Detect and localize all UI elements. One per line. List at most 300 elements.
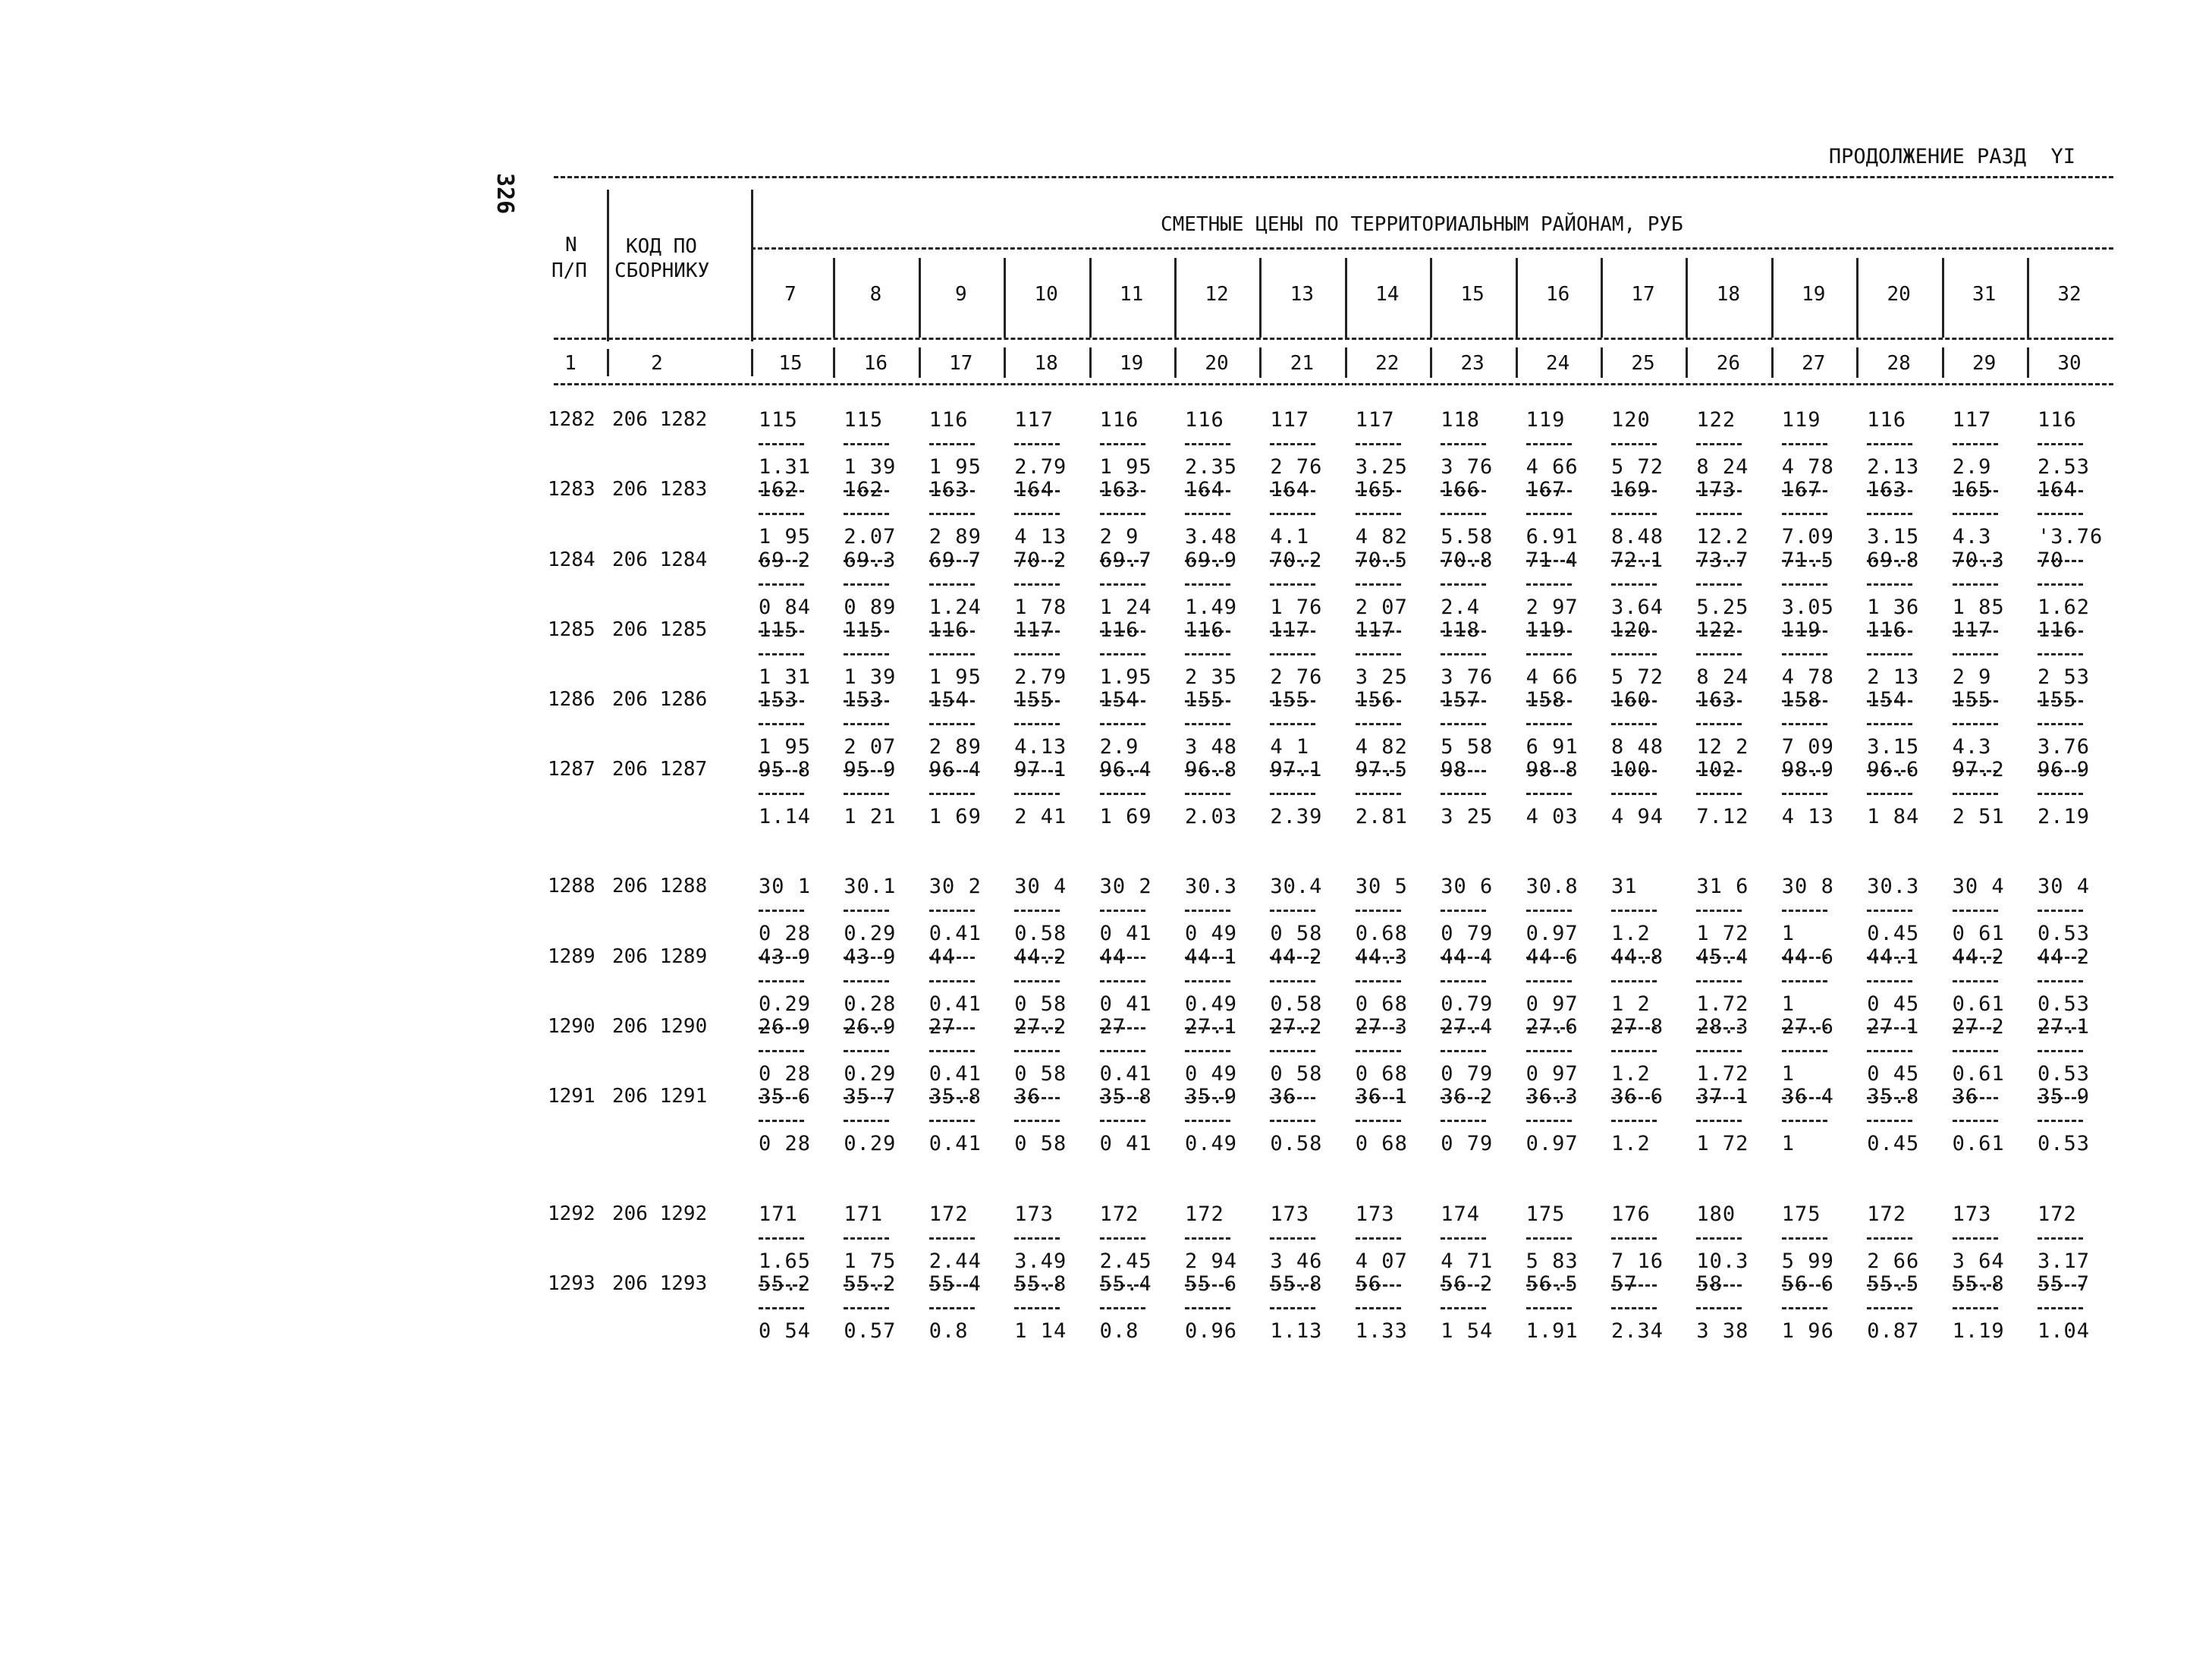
- region-number: 19: [1802, 283, 1826, 306]
- price-cell: 3 64: [1952, 1249, 2005, 1273]
- fraction-dash: [1356, 723, 1401, 725]
- fraction-dash: [1526, 653, 1572, 655]
- fraction-dash: [2038, 583, 2083, 586]
- price-cell: 0.41: [928, 1062, 982, 1086]
- fraction-dash: [1014, 723, 1060, 725]
- price-cell: 1 96: [1781, 1319, 1834, 1343]
- price-cell: 0.29: [844, 922, 897, 945]
- price-cell: 169: [1611, 478, 1651, 501]
- price-cell: 163: [1867, 478, 1906, 501]
- fraction-dash: [1526, 910, 1572, 912]
- price-cell: 157: [1441, 688, 1480, 712]
- price-cell: 1 72: [1696, 1132, 1749, 1155]
- fraction-dash: [1014, 1050, 1060, 1052]
- price-cell: 119: [1525, 408, 1566, 432]
- column-number: 29: [1972, 352, 1997, 375]
- price-cell: 72.1: [1611, 548, 1664, 572]
- fraction-dash: [2038, 793, 2083, 795]
- price-cell: 2.03: [1185, 805, 1238, 828]
- fraction-dash: [759, 910, 804, 912]
- price-cell: 97.2: [1952, 758, 2005, 781]
- price-cell: 28.3: [1696, 1015, 1749, 1039]
- price-cell: 176: [1611, 1202, 1651, 1226]
- price-cell: 122: [1696, 408, 1736, 432]
- price-cell: 164: [2038, 478, 2077, 501]
- price-cell: 158: [1525, 688, 1566, 712]
- price-cell: 163: [928, 478, 969, 501]
- fraction-dash: [1782, 653, 1827, 655]
- fraction-dash: [1696, 1120, 1742, 1122]
- region-number: 9: [954, 283, 967, 306]
- fraction-dash: [929, 513, 975, 515]
- fraction-dash: [1611, 1237, 1657, 1240]
- price-cell: 30 5: [1355, 875, 1408, 898]
- fraction-dash: [1185, 443, 1230, 445]
- price-cell: 173: [1355, 1202, 1395, 1226]
- price-cell: 96.8: [1185, 758, 1238, 781]
- region-divider: [1174, 258, 1177, 338]
- price-cell: 5 72: [1611, 665, 1664, 689]
- fraction-dash: [1696, 653, 1742, 655]
- price-cell: 26.9: [844, 1015, 897, 1039]
- header-divider: [607, 190, 609, 341]
- price-cell: 96 9: [2038, 758, 2091, 781]
- price-cell: 55.8: [1952, 1272, 2005, 1296]
- price-cell: 55.2: [844, 1272, 897, 1296]
- price-cell: 3.64: [1611, 596, 1664, 619]
- fraction-dash: [1185, 1307, 1230, 1309]
- price-cell: 2 9: [1099, 525, 1139, 548]
- price-cell: 44.2: [1014, 945, 1067, 969]
- price-cell: 36: [1014, 1085, 1041, 1108]
- price-cell: 70.5: [1355, 548, 1408, 572]
- price-cell: 0 84: [759, 596, 812, 619]
- price-cell: 4.13: [1014, 735, 1067, 759]
- fraction-dash: [1356, 1307, 1401, 1309]
- price-cell: 167: [1525, 478, 1566, 501]
- price-cell: 1 36: [1867, 596, 1920, 619]
- price-cell: 27.6: [1525, 1015, 1579, 1039]
- price-cell: 1 85: [1952, 596, 2005, 619]
- price-cell: 155: [1270, 688, 1310, 712]
- fraction-dash: [1953, 1120, 1998, 1122]
- price-cell: 37 1: [1696, 1085, 1749, 1108]
- price-cell: 1.49: [1185, 596, 1238, 619]
- price-cell: 163: [1696, 688, 1736, 712]
- price-cell: 116: [928, 618, 969, 642]
- fraction-dash: [1782, 1237, 1827, 1240]
- price-cell: 3 76: [1441, 665, 1494, 689]
- price-cell: 71.5: [1781, 548, 1834, 572]
- header-divider: [751, 190, 753, 341]
- region-divider: [1089, 258, 1092, 338]
- fraction-dash: [1014, 980, 1060, 982]
- row-code: 206 1285: [612, 618, 708, 641]
- fraction-dash: [1526, 723, 1572, 725]
- price-cell: 120: [1611, 408, 1651, 432]
- price-cell: 10.3: [1696, 1249, 1749, 1273]
- price-cell: 1 72: [1696, 922, 1749, 945]
- region-divider: [1601, 347, 1603, 378]
- price-cell: 0 58: [1270, 922, 1323, 945]
- price-cell: 0.61: [1952, 992, 2005, 1016]
- fraction-dash: [1014, 513, 1060, 515]
- price-cell: 0.57: [844, 1319, 897, 1343]
- fraction-dash: [1953, 1237, 1998, 1240]
- price-cell: 3.49: [1014, 1249, 1067, 1273]
- fraction-dash: [1696, 1307, 1742, 1309]
- price-cell: 36 4: [1781, 1085, 1834, 1108]
- region-divider: [2027, 258, 2029, 338]
- row-code: 206 1288: [612, 875, 708, 897]
- fraction-dash: [1782, 583, 1827, 586]
- price-cell: 96.6: [1867, 758, 1920, 781]
- region-divider: [1942, 258, 1944, 338]
- fraction-dash: [1441, 793, 1486, 795]
- fraction-dash: [2038, 1050, 2083, 1052]
- price-cell: 3.05: [1781, 596, 1834, 619]
- fraction-dash: [1014, 583, 1060, 586]
- fraction-dash: [1270, 1050, 1315, 1052]
- price-cell: 2 53: [2038, 665, 2091, 689]
- price-cell: 0.29: [759, 992, 812, 1016]
- price-cell: 0.87: [1867, 1319, 1920, 1343]
- top-rule: [554, 176, 2113, 178]
- fraction-dash: [1270, 443, 1315, 445]
- price-cell: 119: [1781, 618, 1821, 642]
- row-number: 1286: [548, 688, 595, 711]
- price-cell: 1.19: [1952, 1319, 2005, 1343]
- fraction-dash: [1867, 513, 1912, 515]
- price-cell: 7 16: [1611, 1249, 1664, 1273]
- fraction-dash: [1185, 980, 1230, 982]
- price-cell: 1 69: [928, 805, 982, 828]
- fraction-dash: [1356, 1120, 1401, 1122]
- price-cell: 1 54: [1441, 1319, 1494, 1343]
- price-cell: 2 97: [1525, 596, 1579, 619]
- row-code: 206 1289: [612, 945, 708, 968]
- price-cell: 27.1: [1185, 1015, 1238, 1039]
- region-divider: [1174, 347, 1177, 378]
- fraction-dash: [759, 1050, 804, 1052]
- column-number: 28: [1887, 352, 1911, 375]
- row-code: 206 1283: [612, 478, 708, 501]
- fraction-dash: [1185, 653, 1230, 655]
- price-cell: 5 99: [1781, 1249, 1834, 1273]
- price-cell: 69.8: [1867, 548, 1920, 572]
- fraction-dash: [1953, 980, 1998, 982]
- price-cell: 3 25: [1355, 665, 1408, 689]
- price-cell: 8.48: [1611, 525, 1664, 548]
- price-cell: 8 48: [1611, 735, 1664, 759]
- price-cell: 30.4: [1270, 875, 1323, 898]
- fraction-dash: [1611, 1050, 1657, 1052]
- price-cell: 155: [1014, 688, 1054, 712]
- price-cell: 2.79: [1014, 455, 1067, 479]
- price-cell: 4 07: [1355, 1249, 1408, 1273]
- price-cell: 4.1: [1270, 525, 1310, 548]
- price-cell: 0 58: [1014, 1062, 1067, 1086]
- column-number: 16: [863, 352, 888, 375]
- price-cell: 2.45: [1099, 1249, 1152, 1273]
- fraction-dash: [1014, 1307, 1060, 1309]
- price-cell: 1 39: [844, 665, 897, 689]
- fraction-dash: [1270, 793, 1315, 795]
- price-cell: 4.3: [1952, 525, 1992, 548]
- price-cell: 1.62: [2038, 596, 2091, 619]
- price-cell: 43 9: [759, 945, 812, 969]
- fraction-dash: [1696, 583, 1742, 586]
- n-label-pp: П/П: [551, 259, 587, 282]
- fraction-dash: [1867, 1307, 1912, 1309]
- price-cell: 1 78: [1014, 596, 1067, 619]
- price-cell: 2.81: [1355, 805, 1408, 828]
- price-cell: 3 25: [1441, 805, 1494, 828]
- price-cell: 1.04: [2038, 1319, 2091, 1343]
- column-number: 1: [564, 352, 577, 375]
- region-number: 14: [1375, 283, 1400, 306]
- price-cell: 5.58: [1441, 525, 1494, 548]
- price-cell: 95 8: [759, 758, 812, 781]
- fraction-dash: [844, 980, 889, 982]
- price-cell: 0 89: [844, 596, 897, 619]
- fraction-dash: [929, 1307, 975, 1309]
- price-cell: 44.3: [1355, 945, 1408, 969]
- price-cell: 12.2: [1696, 525, 1749, 548]
- fraction-dash: [1953, 653, 1998, 655]
- price-cell: 36: [1952, 1085, 1979, 1108]
- fraction-dash: [2038, 1307, 2083, 1309]
- price-cell: 0.97: [1525, 1132, 1579, 1155]
- fraction-dash: [1696, 443, 1742, 445]
- price-cell: 0 79: [1441, 1062, 1494, 1086]
- price-cell: 3.15: [1867, 735, 1920, 759]
- price-cell: 0.53: [2038, 922, 2091, 945]
- price-cell: 1: [1781, 992, 1796, 1016]
- price-cell: 0.45: [1867, 922, 1920, 945]
- fraction-dash: [844, 910, 889, 912]
- region-divider: [1004, 258, 1006, 338]
- fraction-dash: [929, 980, 975, 982]
- fraction-dash: [1270, 513, 1315, 515]
- price-cell: 2 89: [928, 735, 982, 759]
- price-cell: 71 4: [1525, 548, 1579, 572]
- price-cell: 44 6: [1781, 945, 1834, 969]
- price-cell: 69 2: [759, 548, 812, 572]
- region-number: 7: [784, 283, 797, 306]
- region-number: 12: [1205, 283, 1229, 306]
- fraction-dash: [1953, 793, 1998, 795]
- continuation-title: ПРОДОЛЖЕНИЕ РАЗД YI: [1828, 145, 2075, 168]
- price-cell: 96.4: [1099, 758, 1152, 781]
- fraction-dash: [844, 443, 889, 445]
- price-cell: 30.3: [1185, 875, 1238, 898]
- price-cell: 0.79: [1441, 992, 1494, 1016]
- row-number: 1292: [548, 1202, 595, 1225]
- price-cell: 1.33: [1355, 1319, 1408, 1343]
- price-cell: 95 9: [844, 758, 897, 781]
- price-cell: 58: [1696, 1272, 1723, 1296]
- price-cell: 1 39: [844, 455, 897, 479]
- region-number: 17: [1631, 283, 1655, 306]
- fraction-dash: [759, 723, 804, 725]
- region-divider: [1686, 347, 1688, 378]
- fraction-dash: [929, 653, 975, 655]
- row-code: 206 1282: [612, 408, 708, 431]
- price-cell: 153: [759, 688, 798, 712]
- price-cell: 30.3: [1867, 875, 1920, 898]
- price-cell: 0.8: [928, 1319, 969, 1343]
- fraction-dash: [1782, 980, 1827, 982]
- price-cell: 30 4: [1014, 875, 1067, 898]
- price-cell: 70.8: [1441, 548, 1494, 572]
- header-divider: [751, 349, 753, 376]
- price-cell: 2.53: [2038, 455, 2091, 479]
- price-cell: 2 51: [1952, 805, 2005, 828]
- price-cell: 98.9: [1781, 758, 1834, 781]
- fraction-dash: [929, 793, 975, 795]
- fraction-dash: [1100, 793, 1145, 795]
- price-cell: 44.1: [1867, 945, 1920, 969]
- fraction-dash: [1526, 793, 1572, 795]
- price-cell: 3 38: [1696, 1319, 1749, 1343]
- fraction-dash: [1526, 980, 1572, 982]
- fraction-dash: [1953, 910, 1998, 912]
- fraction-dash: [1441, 1237, 1486, 1240]
- price-cell: 4 13: [1014, 525, 1067, 548]
- price-cell: 56.5: [1525, 1272, 1579, 1296]
- price-cell: 4 13: [1781, 805, 1834, 828]
- header-divider: [607, 349, 609, 376]
- price-cell: 2.9: [1099, 735, 1139, 759]
- price-cell: 4 71: [1441, 1249, 1494, 1273]
- price-cell: 35 7: [844, 1085, 897, 1108]
- price-cell: 116: [1867, 408, 1906, 432]
- price-cell: 0.41: [928, 992, 982, 1016]
- fraction-dash: [1696, 513, 1742, 515]
- price-cell: 27 3: [1355, 1015, 1408, 1039]
- region-number: 20: [1887, 283, 1911, 306]
- price-cell: 1 95: [759, 735, 812, 759]
- fraction-dash: [844, 723, 889, 725]
- price-cell: 2 66: [1867, 1249, 1920, 1273]
- fraction-dash: [1185, 793, 1230, 795]
- fraction-dash: [1100, 653, 1145, 655]
- fraction-dash: [1441, 513, 1486, 515]
- price-cell: 2.13: [1867, 455, 1920, 479]
- fraction-dash: [1100, 513, 1145, 515]
- fraction-dash: [1867, 793, 1912, 795]
- header-rule: [554, 338, 2113, 340]
- fraction-dash: [1696, 1050, 1742, 1052]
- fraction-dash: [1782, 513, 1827, 515]
- price-cell: 36 1: [1355, 1085, 1408, 1108]
- fraction-dash: [1611, 723, 1657, 725]
- fraction-dash: [1014, 793, 1060, 795]
- price-cell: 2 13: [1867, 665, 1920, 689]
- fraction-dash: [1782, 443, 1827, 445]
- region-divider: [1004, 347, 1006, 378]
- price-cell: 56 6: [1781, 1272, 1834, 1296]
- region-divider: [1601, 258, 1603, 338]
- region-divider: [1345, 347, 1347, 378]
- price-cell: 115: [844, 408, 884, 432]
- fraction-dash: [1953, 723, 1998, 725]
- fraction-dash: [1611, 793, 1657, 795]
- fraction-dash: [844, 513, 889, 515]
- price-cell: 98 8: [1525, 758, 1579, 781]
- fraction-dash: [759, 1120, 804, 1122]
- column-number: 19: [1119, 352, 1144, 375]
- fraction-dash: [1356, 793, 1401, 795]
- price-cell: 44 4: [1441, 945, 1494, 969]
- price-cell: 55.5: [1867, 1272, 1920, 1296]
- fraction-dash: [1100, 583, 1145, 586]
- fraction-dash: [844, 793, 889, 795]
- fraction-dash: [759, 653, 804, 655]
- region-divider: [919, 347, 921, 378]
- price-cell: 1 14: [1014, 1319, 1067, 1343]
- price-cell: 2 76: [1270, 455, 1323, 479]
- price-cell: 30 4: [2038, 875, 2091, 898]
- price-cell: 0 79: [1441, 922, 1494, 945]
- fraction-dash: [1014, 1120, 1060, 1122]
- price-cell: 1.2: [1611, 922, 1651, 945]
- price-cell: 2.35: [1185, 455, 1238, 479]
- price-cell: 0 45: [1867, 992, 1920, 1016]
- price-cell: 0.49: [1185, 992, 1238, 1016]
- price-cell: 35 8: [1099, 1085, 1152, 1108]
- fraction-dash: [2038, 723, 2083, 725]
- region-divider: [1259, 258, 1262, 338]
- fraction-dash: [1611, 653, 1657, 655]
- column-number: 25: [1631, 352, 1655, 375]
- fraction-dash: [929, 723, 975, 725]
- price-cell: 30 8: [1781, 875, 1834, 898]
- price-cell: 6 91: [1525, 735, 1579, 759]
- fraction-dash: [1953, 443, 1998, 445]
- price-cell: 3.15: [1867, 525, 1920, 548]
- price-cell: 30.1: [844, 875, 897, 898]
- price-cell: 55.8: [1270, 1272, 1323, 1296]
- price-cell: 173: [1696, 478, 1736, 501]
- fraction-dash: [1185, 1237, 1230, 1240]
- row-number: 1289: [548, 945, 595, 968]
- price-cell: 118: [1441, 408, 1480, 432]
- price-cell: 4 66: [1525, 665, 1579, 689]
- fraction-dash: [1611, 980, 1657, 982]
- row-number: 1290: [548, 1015, 595, 1038]
- region-divider: [833, 258, 835, 338]
- price-cell: 69.9: [1185, 548, 1238, 572]
- price-cell: 0.29: [844, 1132, 897, 1155]
- price-cell: 6.91: [1525, 525, 1579, 548]
- price-cell: 173: [1014, 1202, 1054, 1226]
- price-cell: 44: [1099, 945, 1126, 969]
- price-cell: 5 58: [1441, 735, 1494, 759]
- price-cell: 117: [1014, 408, 1054, 432]
- price-cell: 70 2: [1014, 548, 1067, 572]
- page-number: 326: [492, 173, 518, 215]
- price-cell: 0.45: [1867, 1132, 1920, 1155]
- price-cell: 45.4: [1696, 945, 1749, 969]
- region-divider: [1089, 347, 1092, 378]
- fraction-dash: [1782, 723, 1827, 725]
- region-number: 32: [2057, 283, 2082, 306]
- price-cell: 163: [1099, 478, 1139, 501]
- price-cell: 1.31: [759, 455, 812, 479]
- fraction-dash: [844, 1307, 889, 1309]
